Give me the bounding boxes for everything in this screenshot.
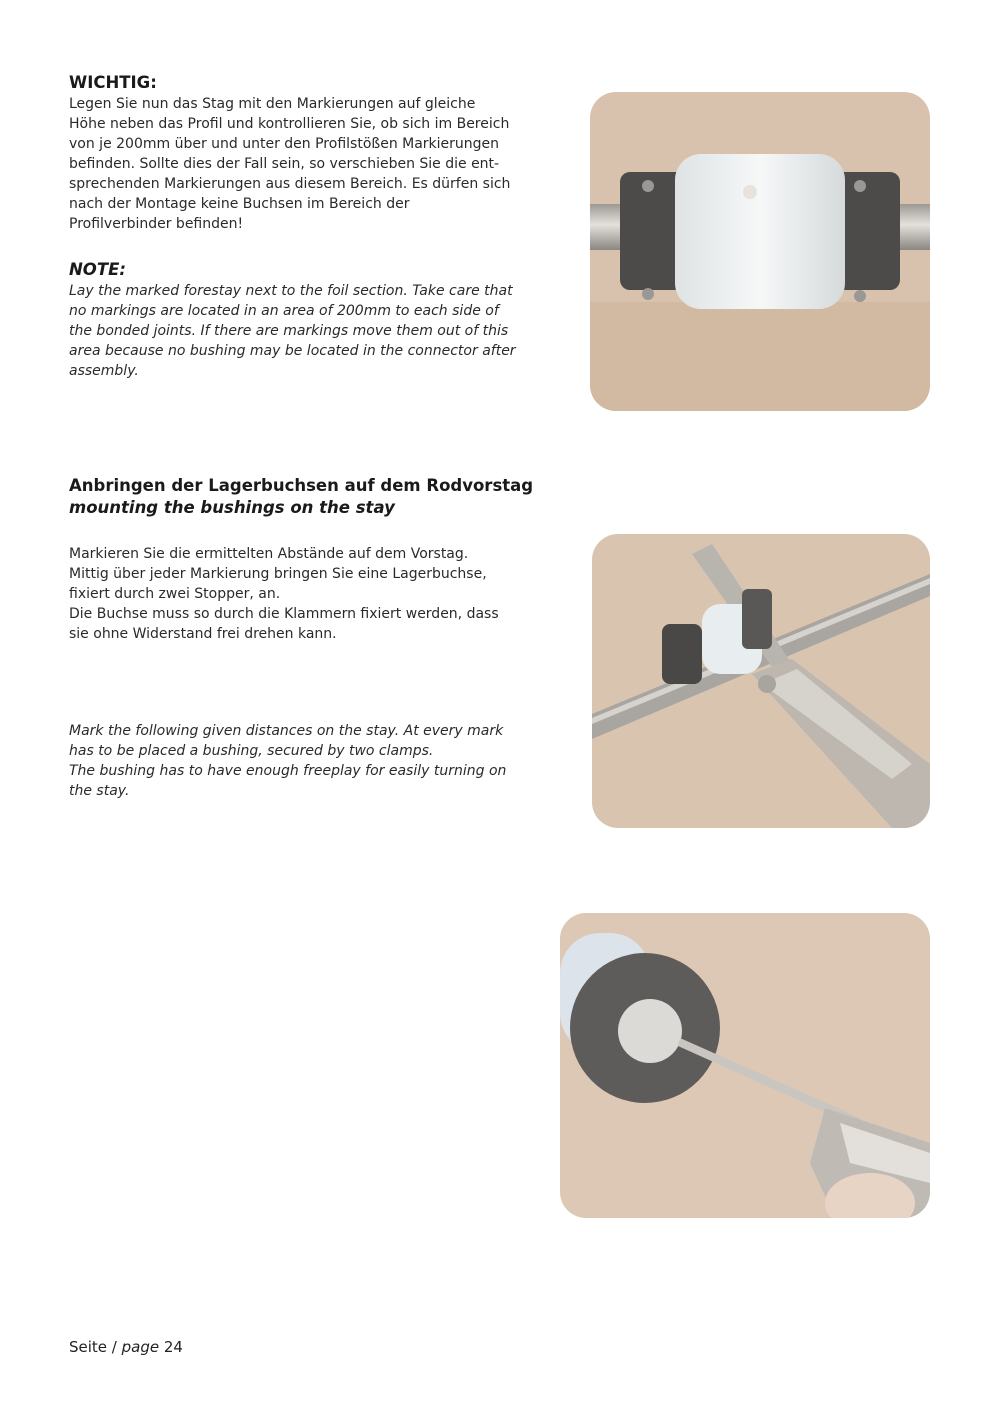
note-section <box>69 259 539 381</box>
footer-label: Seite / <box>69 1338 117 1356</box>
heading-en: mounting the bushings on the stay <box>69 498 395 517</box>
mounting-text-de: Markieren Sie die ermittelten Abstände auf dem Vorstag. Mittig über jeder Markierung bringen Sie eine Lagerbuchse, fixiert durch zwei Stopper, an. Die Buchse muss so durch die Klammern fixiert werden, dass sie ohne Widerstand frei drehen kann. <box>69 546 499 642</box>
footer-page-word: page <box>121 1338 160 1356</box>
wichtig-text: Legen Sie nun das Stag mit den Markierungen auf gleiche Höhe neben das Profil und kontrollieren Sie, ob sich im Bereich von je 200mm über und unter den Profilstößen Markierungen befinden. Sollte dies der Fall sein, so verschieben Sie die ent- sprechenden Markierungen aus diesem Bereich. Es dürfen sich nach der Montage keine Buchsen im Bereich der Profilverbinder befinden! <box>69 96 511 232</box>
heading-de: Anbringen der Lagerbuchsen auf dem Rodvorstag <box>69 476 534 495</box>
photo-clamp-with-screwdriver <box>560 913 930 1218</box>
page-footer <box>69 1338 183 1356</box>
mounting-text-en: Mark the following given distances on the stay. At every mark has to be placed a bushing, secured by two clamps. The bushing has to have enough freeplay for easily turning on the stay. <box>69 723 507 799</box>
wichtig-title: WICHTIG: <box>69 73 157 92</box>
wichtig-section <box>69 72 539 234</box>
note-title: NOTE: <box>69 260 126 279</box>
photo-bushing-with-clamps <box>590 92 930 411</box>
mounting-text-en-block <box>69 721 539 801</box>
page-number: 24 <box>163 1338 183 1356</box>
photo-bushing-with-tool <box>592 534 930 828</box>
mounting-section-heading <box>69 475 569 519</box>
note-text: Lay the marked forestay next to the foil section. Take care that no markings are located in an area of 200mm to each side of the bonded joints. If there are markings move them out of this area because no bushing may be located in the connector after assembly. <box>69 283 516 379</box>
mounting-text-de-block <box>69 544 539 644</box>
